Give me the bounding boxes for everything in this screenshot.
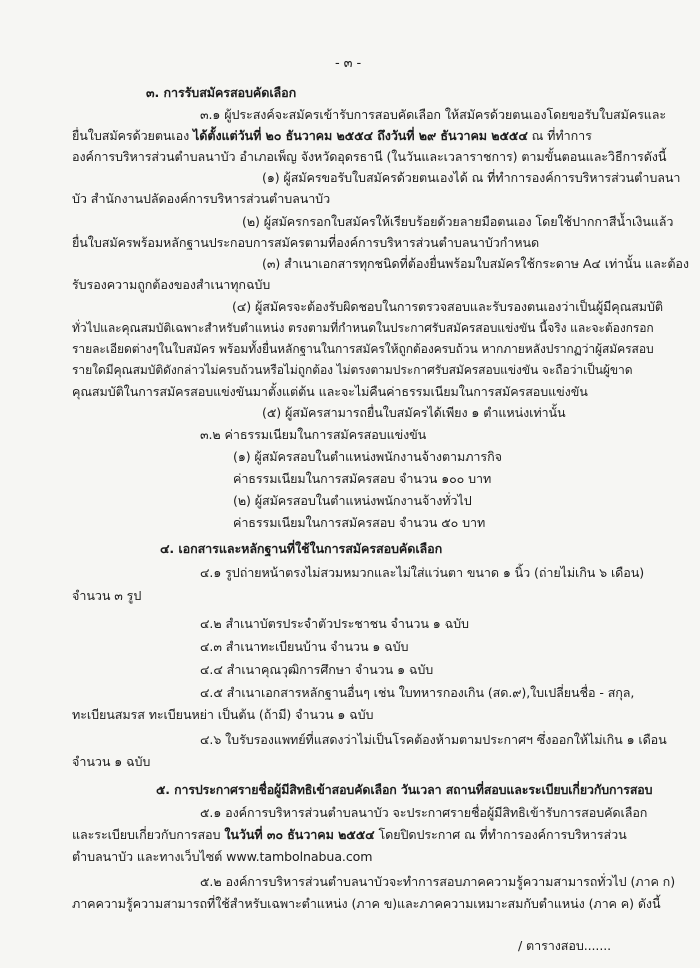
doc-photo-line1: ๔.๑ รูปถ่ายหน้าตรงไม่สวมหมวกและไม่ใส่แว่นตา ขนาด ๑ นิ้ว (ถ่ายไม่เกิน ๖ เดือน) (200, 565, 645, 580)
section3-heading: ๓. การรับสมัครสอบคัดเลือก (146, 85, 297, 100)
p31-line2: ยื่นใบสมัครด้วยตนเอง ได้ตั้งแต่วันที่ ๒๐ ธันวาคม ๒๕๕๔ ถึงวันที่ ๒๙ ธันวาคม ๒๕๕๔ ณ ที่ทำการ (72, 128, 592, 143)
p31-item4-line3: รายละเอียดต่างๆในใบสมัคร พร้อมทั้งยื่นหลักฐานในการสมัครให้ถูกต้องครบถ้วน หากภายหลังปรากฏว่าผู้สมัครสอบ (72, 342, 654, 356)
p31-item4-line2: ทั่วไปและคุณสมบัติเฉพาะสำหรับตำแหน่ง ตรงตามที่กำหนดในประกาศรับสมัครสอบแข่งขัน นี้จริง และจะต้องกรอก (72, 321, 654, 335)
p31-item2-line1: (๒) ผู้สมัครกรอกใบสมัครให้เรียบร้อยด้วยลายมือตนเอง โดยใช้ปากกาสีน้ำเงินแล้ว (242, 214, 674, 229)
p32-fee2-amount: ค่าธรรมเนียมในการสมัครสอบ จำนวน ๕๐ บาท (233, 515, 486, 530)
continue-note: / ตารางสอบ....... (518, 938, 612, 953)
page-number: - ๓ - (335, 56, 362, 71)
doc-medical-line1: ๔.๖ ใบรับรองแพทย์ที่แสดงว่าไม่เป็นโรคต้องห้ามตามประกาศฯ ซึ่งออกให้ไม่เกิน ๑ เดือน (200, 732, 667, 747)
section4-heading: ๔. เอกสารและหลักฐานที่ใช้ในการสมัครสอบคัดเลือก (160, 541, 443, 556)
p31-item4-line1: (๔) ผู้สมัครจะต้องรับผิดชอบในการตรวจสอบและรับรองตนเองว่าเป็นผู้มีคุณสมบัติ (232, 299, 663, 314)
p31-line3: องค์การบริหารส่วนตำบลนาบัว อำเภอเพ็ญ จังหวัดอุดรธานี (ในวันและเวลาราชการ) ตามขั้นตอนและวิธีการดังนี้ (72, 149, 667, 164)
p31-item5: (๕) ผู้สมัครสามารถยื่นใบสมัครได้เพียง ๑ ตำแหน่งเท่านั้น (262, 405, 566, 420)
application-period: ได้ตั้งแต่วันที่ ๒๐ ธันวาคม ๒๕๕๔ ถึงวันที่ ๒๙ ธันวาคม ๒๕๕๔ (193, 128, 528, 143)
p52-line1: ๕.๒ องค์การบริหารส่วนตำบลนาบัวจะทำการสอบภาคความรู้ความสามารถทั่วไป (ภาค ก) (200, 874, 676, 889)
p51-line2: และระเบียบเกี่ยวกับการสอบ ในวันที่ ๓๐ ธันวาคม ๒๕๕๔ โดยปิดประกาศ ณ ที่ทำการองค์การบริหารส่วน (72, 827, 627, 842)
announcement-date: ในวันที่ ๓๐ ธันวาคม ๒๕๕๔ (224, 827, 375, 842)
p31-item4-line5: คุณสมบัติในการสมัครสอบแข่งขันมาตั้งแต่ต้น และจะไม่คืนค่าธรรมเนียมในการสมัครสอบแข่งขัน (72, 384, 588, 399)
p31-item1-line2: บัว สำนักงานปลัดองค์การบริหารส่วนตำบลนาบัว (72, 191, 331, 206)
p52-line2: ภาคความรู้ความสามารถที่ใช้สำหรับเฉพาะตำแหน่ง (ภาค ข)และภาคความเหมาะสมกับตำแหน่ง (ภาค ค) ดังนี้ (72, 896, 661, 911)
p32-title: ๓.๒ ค่าธรรมเนียมในการสมัครสอบแข่งขัน (200, 427, 427, 442)
p32-fee2-position: (๒) ผู้สมัครสอบในตำแหน่งพนักงานจ้างทั่วไป (233, 493, 472, 508)
doc-photo-line2: จำนวน ๓ รูป (72, 588, 142, 603)
p31-item1-line1: (๑) ผู้สมัครขอรับใบสมัครด้วยตนเองได้ ณ ที่ทำการองค์การบริหารส่วนตำบลนา (262, 170, 681, 185)
doc-other-line2: ทะเบียนสมรส ทะเบียนหย่า เป็นต้น (ถ้ามี) จำนวน ๑ ฉบับ (72, 707, 374, 722)
p32-fee1-position: (๑) ผู้สมัครสอบในตำแหน่งพนักงานจ้างตามภารกิจ (233, 449, 502, 464)
p32-fee1-amount: ค่าธรรมเนียมในการสมัครสอบ จำนวน ๑๐๐ บาท (233, 471, 492, 486)
p31-item2-line2: ยื่นใบสมัครพร้อมหลักฐานประกอบการสมัครตามที่องค์การบริหารส่วนตำบลนาบัวกำหนด (72, 235, 540, 250)
doc-education: ๔.๔ สำเนาคุณวุฒิการศึกษา จำนวน ๑ ฉบับ (200, 662, 434, 677)
section5-heading: ๕. การประกาศรายชื่อผู้มีสิทธิเข้าสอบคัดเลือก วันเวลา สถานที่สอบและระเบียบเกี่ยวกับการสอบ (156, 782, 653, 797)
p31-item3-line1: (๓) สำเนาเอกสารทุกชนิดที่ต้องยื่นพร้อมใบสมัครใช้กระดาษ A๔ เท่านั้น และต้อง (262, 256, 689, 271)
doc-house-registration: ๔.๓ สำเนาทะเบียนบ้าน จำนวน ๑ ฉบับ (200, 639, 409, 654)
p31-item3-line2: รับรองความถูกต้องของสำเนาทุกฉบับ (72, 277, 271, 292)
doc-medical-line2: จำนวน ๑ ฉบับ (72, 754, 151, 769)
p51-line3: ตำบลนาบัว และทางเว็บไซต์ www.tambolnabua.com (72, 849, 373, 864)
p51-line1: ๕.๑ องค์การบริหารส่วนตำบลนาบัว จะประกาศรายชื่อผู้มีสิทธิเข้ารับการสอบคัดเลือก (200, 805, 648, 820)
p31-item4-line4: รายใดมีคุณสมบัติดังกล่าวไม่ครบถ้วนหรือไม่ถูกต้อง ไม่ตรงตามประกาศรับสมัครสอบแข่งขัน จะถือว่าเป็นผู้ขาด (72, 363, 633, 377)
doc-id-card: ๔.๒ สำเนาบัตรประจำตัวประชาชน จำนวน ๑ ฉบับ (200, 616, 469, 631)
p31-line1: ๓.๑ ผู้ประสงค์จะสมัครเข้ารับการสอบคัดเลือก ให้สมัครด้วยตนเองโดยขอรับใบสมัครและ (200, 107, 667, 122)
website-link[interactable]: www.tambolnabua.com (226, 849, 373, 864)
doc-other-line1: ๔.๕ สำเนาเอกสารหลักฐานอื่นๆ เช่น ใบทหารกองเกิน (สด.๙),ใบเปลี่ยนชื่อ - สกุล, (200, 685, 635, 700)
